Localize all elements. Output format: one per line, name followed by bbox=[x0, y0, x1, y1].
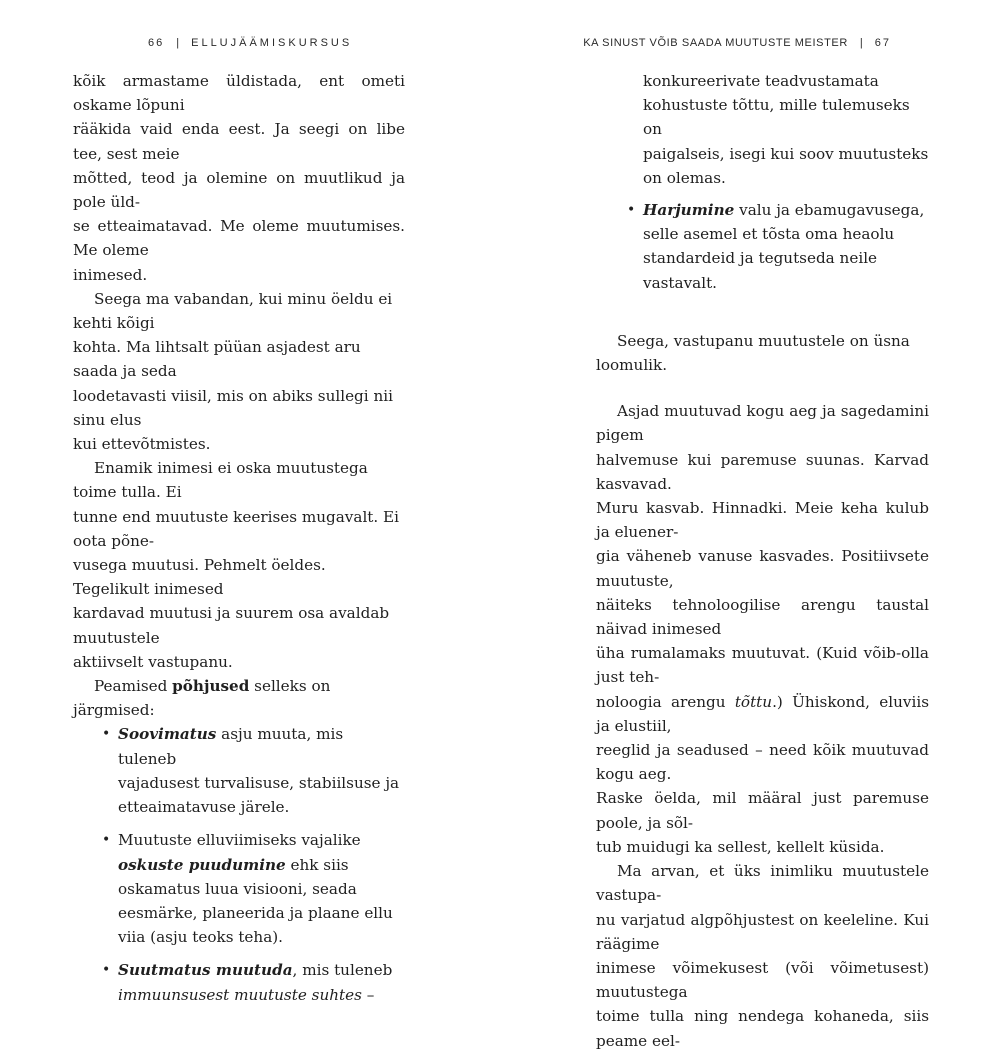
text-line: etteaimatavuse järele. bbox=[118, 798, 290, 817]
italic-term: immuunsusest muutuste suhtes bbox=[118, 985, 362, 1004]
text-line: Muru kasvab. Hinnadki. Meie keha kulub ja eluener- bbox=[596, 499, 929, 542]
text-line: kui ettevõtmistes. bbox=[73, 435, 211, 454]
text-run: asju muuta, mis tuleneb bbox=[118, 725, 344, 768]
paragraph-asjad bbox=[596, 399, 929, 859]
paragraph-peamised bbox=[73, 674, 405, 722]
right-running-header bbox=[583, 37, 891, 49]
text-run: , mis tuleneb bbox=[292, 961, 393, 980]
reasons-list-continued bbox=[596, 198, 929, 295]
right-header-title: KA SINUST VÕIB SAADA MUUTUSTE MEISTER bbox=[583, 37, 848, 49]
paragraph-continued bbox=[73, 69, 405, 287]
left-body-text bbox=[73, 69, 405, 1007]
left-header-title: ELLUJÄÄMISKURSUS bbox=[191, 37, 353, 49]
text-run: selleks on järgmised: bbox=[73, 677, 331, 720]
bullet-point: • bbox=[102, 962, 111, 979]
text-line: viia (asju teoks teha). bbox=[118, 928, 284, 947]
text-line: oskamatus luua visiooni, seada bbox=[118, 879, 357, 898]
right-page bbox=[500, 0, 999, 1050]
list-item bbox=[73, 958, 405, 1006]
text-line: üha rumalamaks muutuvat. (Kuid võib-olla just teh- bbox=[596, 644, 929, 687]
right-page-number: 67 bbox=[874, 37, 891, 49]
text-line: inimesed. bbox=[73, 265, 148, 284]
text-line: aktiivselt vastupanu. bbox=[73, 652, 233, 671]
list-item bbox=[73, 828, 405, 949]
text-line: vajadusest turvalisuse, stabiilsuse ja bbox=[118, 773, 400, 792]
emphasis-term: Soovimatus bbox=[118, 725, 217, 744]
text-line: loodetavasti viisil, mis on abiks sullegi nii sinu elus bbox=[73, 386, 393, 429]
header-separator: | bbox=[176, 37, 180, 49]
bullet-point: • bbox=[102, 726, 111, 743]
paragraph-seega-vastupanu: Seega, vastupanu muutustele on üsna loomulik. bbox=[596, 331, 910, 375]
text-run: – bbox=[361, 985, 375, 1004]
text-line: se etteaimatavad. Me oleme muutumises. Me oleme bbox=[73, 217, 405, 260]
reasons-list bbox=[73, 722, 405, 1006]
text-line: tub muidugi ka sellest, kellelt küsida. bbox=[596, 837, 885, 856]
paragraph-enamik bbox=[73, 456, 405, 674]
text-line: kohustuste tõttu, mille tulemuseks on bbox=[643, 96, 910, 139]
paragraph-seega bbox=[73, 287, 405, 456]
text-line: vastavalt. bbox=[643, 273, 718, 292]
text-line: näiteks tehnoloogilise arengu taustal näivad inimesed bbox=[596, 595, 929, 639]
text-line: kõik armastame üldistada, ent ometi oskame lõpuni bbox=[73, 72, 405, 115]
text-line: reeglid ja seadused – need kõik muutuvad kogu aeg. bbox=[596, 741, 929, 784]
text-line: Raske öelda, mil määral just paremuse poole, ja sõl- bbox=[596, 789, 929, 832]
left-page bbox=[0, 0, 500, 1004]
list-item-continued bbox=[596, 69, 929, 190]
header-separator: | bbox=[859, 37, 863, 49]
text-line: nu varjatud algpõhjustest on keeleline. Kui räägime bbox=[596, 910, 929, 953]
paragraph-arvan bbox=[596, 859, 929, 1053]
text-line: kardavad muutusi ja suurem osa avaldab muutustele bbox=[73, 604, 390, 647]
bullet-point: • bbox=[627, 202, 636, 219]
list-item bbox=[73, 722, 405, 819]
emphasis-term: Suutmatus muutuda bbox=[118, 961, 293, 980]
text-line: gia väheneb vanuse kasvades. Positiivsete muutuste, bbox=[596, 547, 929, 590]
italic-term: tõttu bbox=[734, 692, 773, 711]
text-run: noloogia arengu bbox=[596, 692, 735, 711]
text-line: toime tulla ning nendega kohaneda, siis peame eel- bbox=[596, 1007, 929, 1050]
text-run: ehk siis bbox=[285, 855, 349, 874]
text-line: mõtted, teod ja olemine on muutlikud ja pole üld- bbox=[73, 168, 405, 212]
text-line: rääkida vaid enda eest. Ja seegi on libe tee, sest meie bbox=[73, 120, 405, 163]
right-body-text bbox=[596, 69, 929, 1053]
text-line: kohta. Ma lihtsalt püüan asjadest aru saada ja seda bbox=[73, 338, 361, 381]
text-line: Asjad muutuvad kogu aeg ja sagedamini pigem bbox=[596, 402, 929, 445]
text-line: eesmärke, planeerida ja plaane ellu bbox=[118, 903, 393, 922]
text-run: valu ja ebamugavusega, bbox=[734, 201, 925, 220]
text-line: on olemas. bbox=[643, 168, 726, 187]
text-line: vusega muutusi. Pehmelt öeldes. Tegelikult inimesed bbox=[73, 556, 326, 599]
list-item bbox=[596, 198, 929, 295]
text-line: Ma arvan, et üks inimliku muutustele vastupa- bbox=[596, 862, 929, 905]
emphasis-term: oskuste puudumine bbox=[118, 855, 286, 874]
text-line: tunne end muutuste keerises mugavalt. Ei oota põne- bbox=[73, 507, 399, 550]
text-line: halvemuse kui paremuse suunas. Karvad kasvavad. bbox=[596, 450, 929, 493]
text-run: Peamised bbox=[94, 677, 173, 696]
emphasis-term: Harjumine bbox=[643, 201, 735, 220]
left-running-header bbox=[148, 37, 352, 49]
text-line: standardeid ja tegutseda neile bbox=[643, 249, 878, 268]
text-line: konkureerivate teadvustamata bbox=[643, 72, 879, 90]
text-line: Seega ma vabandan, kui minu öeldu ei kehti kõigi bbox=[73, 289, 393, 333]
bold-term: põhjused bbox=[172, 677, 250, 696]
text-line: selle asemel et tõsta oma heaolu bbox=[643, 225, 895, 244]
bullet-point: • bbox=[102, 832, 111, 849]
left-page-number: 66 bbox=[148, 37, 165, 49]
text-line: Muutuste elluviimiseks vajalike bbox=[118, 831, 361, 850]
text-line: inimese võimekusest (või võimetusest) muutustega bbox=[596, 958, 929, 1002]
text-line: Enamik inimesi ei oska muutustega toime tulla. Ei bbox=[73, 459, 368, 502]
text-line: paigalseis, isegi kui soov muutusteks bbox=[643, 144, 929, 163]
text-run: .) Ühiskond, eluviis ja elustiil, bbox=[596, 692, 929, 735]
